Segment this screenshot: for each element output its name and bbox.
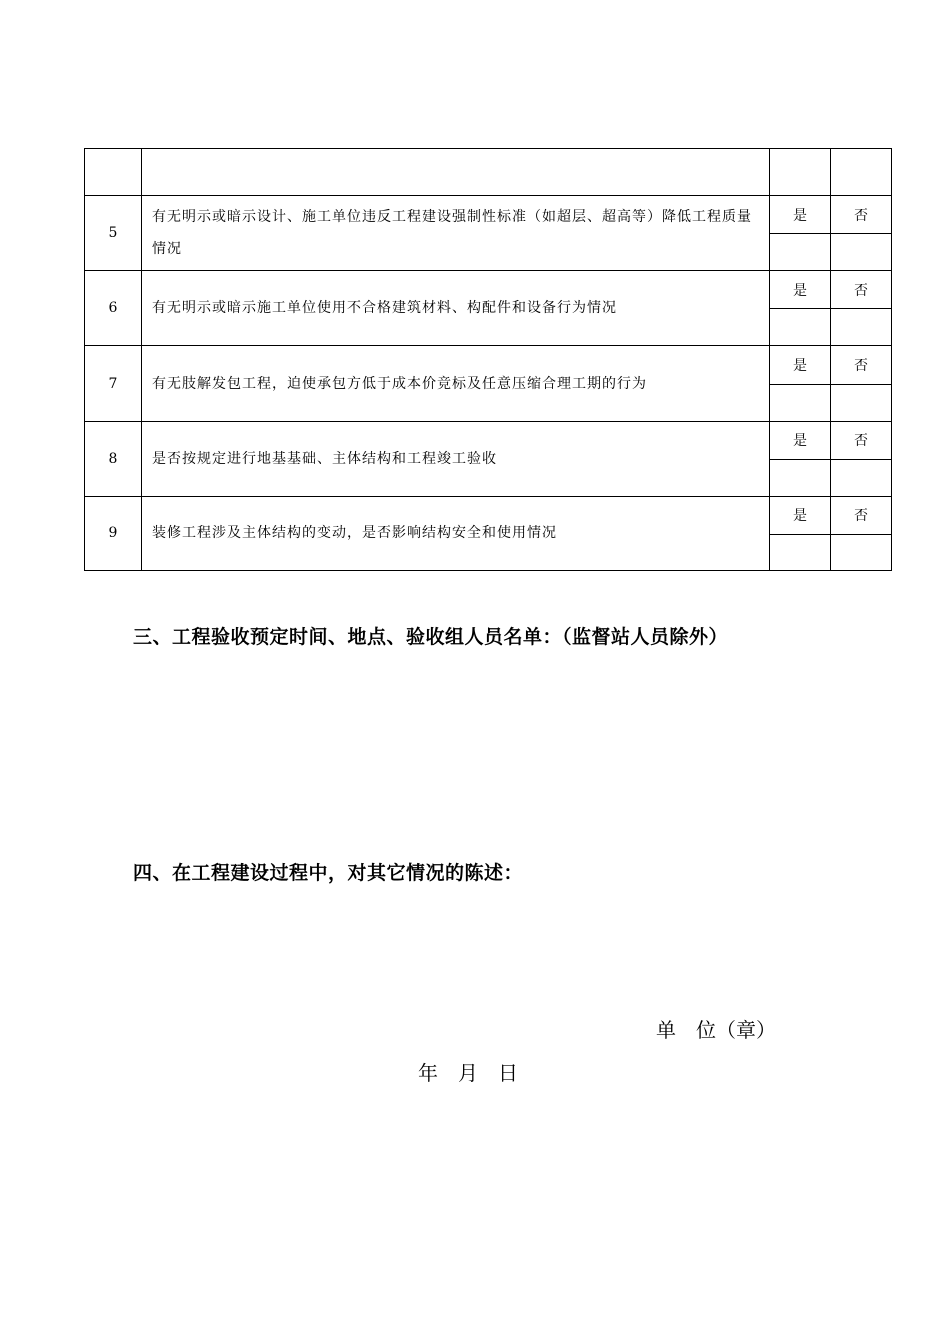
row-item-text: 装修工程涉及主体结构的变动，是否影响结构安全和使用情况 [142,496,770,570]
table-row [85,346,892,384]
date-label: 年 月 日 [418,1061,518,1085]
section-4-heading: 四、在工程建设过程中，对其它情况的陈述： [133,862,524,884]
no-answer-box[interactable] [831,384,892,421]
table-row [85,196,892,234]
yes-answer-box[interactable] [770,534,831,570]
row-item-text: 有无明示或暗示施工单位使用不合格建筑材料、构配件和设备行为情况 [142,271,770,346]
yes-label: 是 [770,196,831,234]
inspection-table [84,148,892,571]
table-row [85,421,892,459]
no-answer-box[interactable] [831,459,892,496]
no-answer-box[interactable] [831,534,892,570]
table-row [85,149,892,196]
row-number [85,149,142,196]
yes-label: 是 [770,271,831,309]
no-answer-box[interactable] [831,309,892,346]
row-item-text [142,149,770,196]
row-item-text: 有无明示或暗示设计、施工单位违反工程建设强制性标准（如超层、超高等）降低工程质量情况 [142,196,770,271]
row-number: 5 [85,196,142,271]
no-label: 否 [831,271,892,309]
unit-seal-label: 单 位（章） [656,1018,776,1042]
table-row [85,496,892,534]
row-number: 7 [85,346,142,421]
no-label: 否 [831,346,892,384]
no-label: 否 [831,196,892,234]
row-number: 6 [85,271,142,346]
row-number: 8 [85,421,142,496]
no-answer-box [831,149,892,196]
row-number: 9 [85,496,142,570]
yes-label: 是 [770,346,831,384]
yes-label: 是 [770,496,831,534]
row-item-text: 有无肢解发包工程，迫使承包方低于成本价竞标及任意压缩合理工期的行为 [142,346,770,421]
section-3-heading: 三、工程验收预定时间、地点、验收组人员名单：（监督站人员除外） [133,626,729,648]
yes-answer-box[interactable] [770,234,831,271]
row-item-text: 是否按规定进行地基基础、主体结构和工程竣工验收 [142,421,770,496]
yes-label: 是 [770,421,831,459]
yes-answer-box[interactable] [770,459,831,496]
no-label: 否 [831,421,892,459]
no-label: 否 [831,496,892,534]
yes-answer-box [770,149,831,196]
yes-answer-box[interactable] [770,384,831,421]
yes-answer-box[interactable] [770,309,831,346]
table-row [85,271,892,309]
no-answer-box[interactable] [831,234,892,271]
